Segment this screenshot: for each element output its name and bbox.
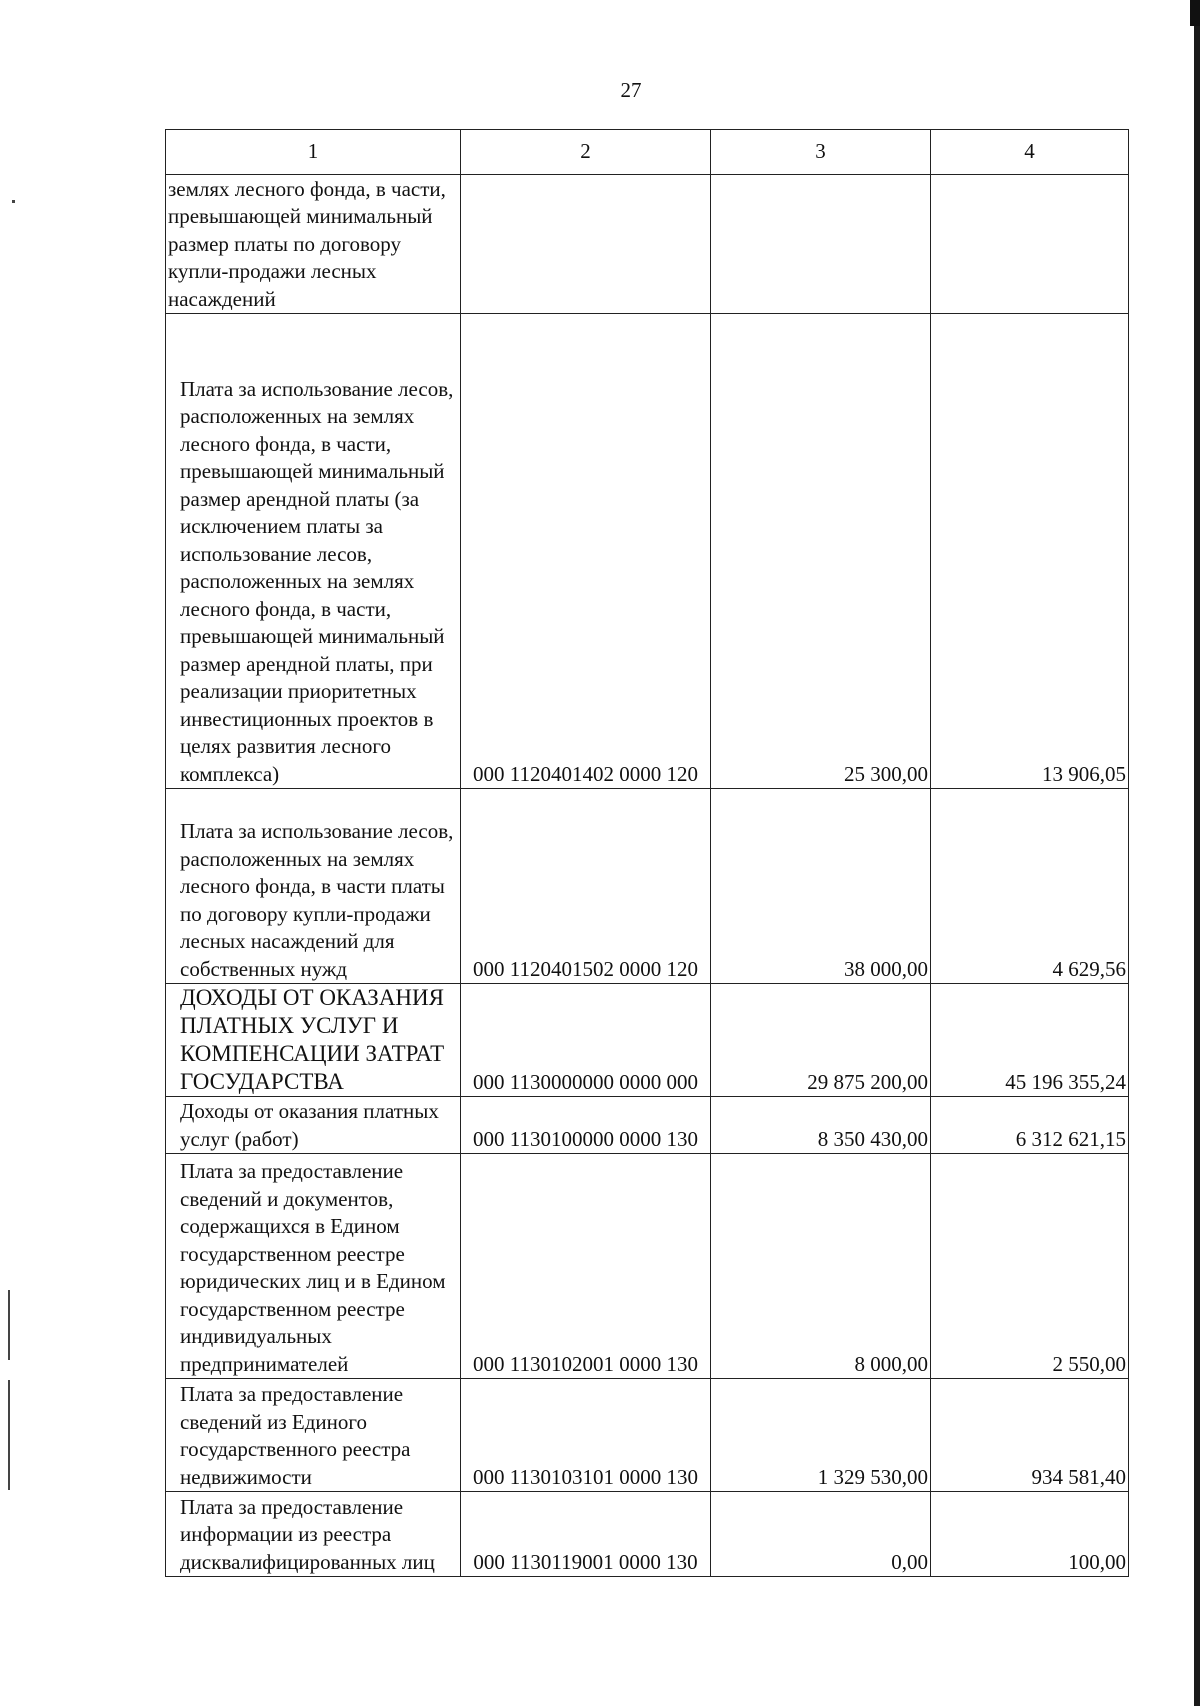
row-code xyxy=(461,175,711,314)
row-actual-value: 934 581,40 xyxy=(931,1379,1129,1492)
row-name: Доходы от оказания платных услуг (работ) xyxy=(166,1097,461,1154)
row-code: 000 1120401502 0000 120 xyxy=(461,789,711,984)
row-plan-value: 8 350 430,00 xyxy=(711,1097,931,1154)
row-code: 000 1130000000 0000 000 xyxy=(461,984,711,1097)
column-header-2: 2 xyxy=(461,130,711,175)
row-plan-value: 25 300,00 xyxy=(711,314,931,789)
row-plan-value: 8 000,00 xyxy=(711,1154,931,1379)
row-code: 000 1130100000 0000 130 xyxy=(461,1097,711,1154)
table-row xyxy=(166,789,1129,984)
row-plan-value: 0,00 xyxy=(711,1492,931,1577)
scan-mark xyxy=(8,1290,10,1360)
table-row xyxy=(166,175,1129,314)
column-header-1: 1 xyxy=(166,130,461,175)
row-code: 000 1130102001 0000 130 xyxy=(461,1154,711,1379)
row-code: 000 1130119001 0000 130 xyxy=(461,1492,711,1577)
scan-edge xyxy=(1194,0,1200,1706)
table-row xyxy=(166,1492,1129,1577)
row-name: землях лесного фонда, в части, превышающей минимальный размер платы по договору купли-продажи лесных насаждений xyxy=(166,175,461,314)
table-row xyxy=(166,1379,1129,1492)
row-name: Плата за предоставление сведений из Единого государственного реестра недвижимости xyxy=(166,1379,461,1492)
table-header-row xyxy=(166,130,1129,175)
row-plan-value xyxy=(711,175,931,314)
row-code: 000 1120401402 0000 120 xyxy=(461,314,711,789)
table-row xyxy=(166,314,1129,789)
scan-mark xyxy=(12,200,15,203)
scan-edge-top xyxy=(1190,0,1200,26)
page-number: 27 xyxy=(620,78,642,102)
row-name: Плата за использование лесов, расположенных на землях лесного фонда, в части, превышающей минимальный размер арендной платы (за исключением платы за использование лесов, расположенных на землях лесного фонда, в части, превышающей минимальный размер арендной платы, при реализации приоритетных инвестиционных проектов в целях развития лесного комплекса) xyxy=(166,314,461,789)
row-actual-value: 4 629,56 xyxy=(931,789,1129,984)
scan-mark xyxy=(8,1380,10,1490)
row-name: Плата за предоставление информации из реестра дисквалифицированных лиц xyxy=(166,1492,461,1577)
column-header-4: 4 xyxy=(931,130,1129,175)
row-actual-value: 45 196 355,24 xyxy=(931,984,1129,1097)
table-row xyxy=(166,984,1129,1097)
row-actual-value: 100,00 xyxy=(931,1492,1129,1577)
revenue-table xyxy=(165,129,1129,1577)
row-plan-value: 1 329 530,00 xyxy=(711,1379,931,1492)
row-plan-value: 29 875 200,00 xyxy=(711,984,931,1097)
row-actual-value: 13 906,05 xyxy=(931,314,1129,789)
row-actual-value xyxy=(931,175,1129,314)
row-name: Плата за предоставление сведений и документов, содержащихся в Едином государственном реестре юридических лиц и в Едином государственном реестре индивидуальных предпринимателей xyxy=(166,1154,461,1379)
column-header-3: 3 xyxy=(711,130,931,175)
row-actual-value: 2 550,00 xyxy=(931,1154,1129,1379)
row-plan-value: 38 000,00 xyxy=(711,789,931,984)
row-code: 000 1130103101 0000 130 xyxy=(461,1379,711,1492)
table-row xyxy=(166,1097,1129,1154)
row-name: ДОХОДЫ ОТ ОКАЗАНИЯ ПЛАТНЫХ УСЛУГ И КОМПЕНСАЦИИ ЗАТРАТ ГОСУДАРСТВА xyxy=(166,984,461,1097)
table-row xyxy=(166,1154,1129,1379)
row-name: Плата за использование лесов, расположенных на землях лесного фонда, в части платы по договору купли-продажи лесных насаждений для собственных нужд xyxy=(166,789,461,984)
row-actual-value: 6 312 621,15 xyxy=(931,1097,1129,1154)
